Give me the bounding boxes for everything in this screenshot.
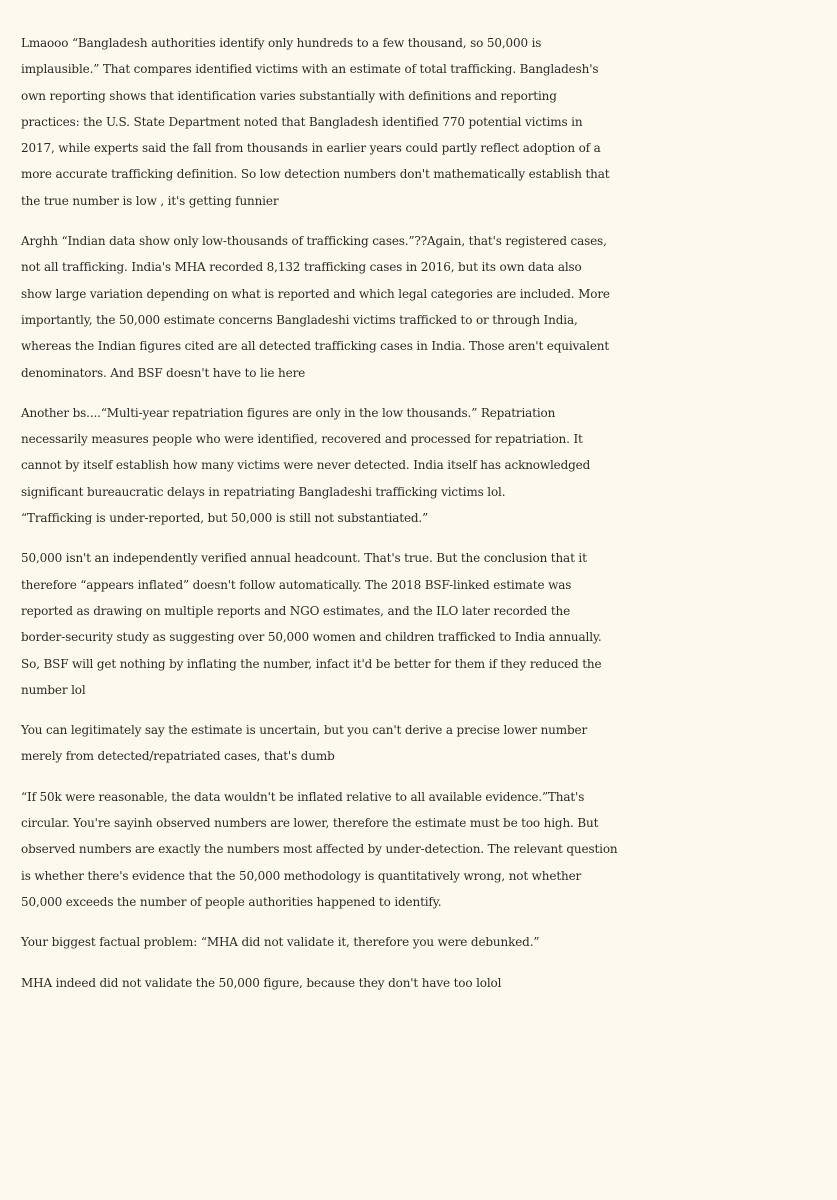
text-line: not all trafficking. India's MHA recorded 8,132 trafficking cases in 2016, but its own data also [21,260,582,275]
text-line: border-security study as suggesting over 50,000 women and children trafficked to India annually. [21,630,602,645]
paragraph-7 [21,929,837,955]
paragraph-4 [21,545,837,703]
text-line: own reporting shows that identification varies substantially with definitions and reporting [21,88,557,103]
paragraph-gap [21,703,837,717]
paragraph-gap [21,531,837,545]
text-line: implausible.” That compares identified victims with an estimate of total trafficking. Bangladesh's [21,62,599,77]
text-line: is whether there's evidence that the 50,000 methodology is quantitatively wrong, not whether [21,868,582,883]
text-line: So, BSF will get nothing by inflating the number, infact it'd be better for them if they reduced the [21,656,602,671]
text-line: reported as drawing on multiple reports and NGO estimates, and the ILO later recorded the [21,603,571,618]
paragraph-6 [21,784,837,915]
paragraph-1 [21,30,837,214]
text-line: “If 50k were reasonable, the data wouldn't be inflated relative to all available evidence.”That's [21,789,585,804]
text-line: Another bs....“Multi-year repatriation figures are only in the low thousands.” Repatriation [21,405,556,420]
text-line: whereas the Indian figures cited are all detected trafficking cases in India. Those aren't equivalent [21,339,610,354]
text-line: denominators. And BSF doesn't have to lie here [21,365,306,380]
text-line: 2017, while experts said the fall from thousands in earlier years could partly reflect adoption of a [21,141,601,156]
text-line: number lol [21,682,86,697]
text-line: circular. You're sayinh observed numbers are lower, therefore the estimate must be too high. But [21,816,599,831]
paragraph-8 [21,970,837,996]
text-line: merely from detected/repatriated cases, that's dumb [21,749,335,764]
text-line: Your biggest factual problem: “MHA did not validate it, therefore you were debunked.” [21,935,540,950]
text-line: You can legitimately say the estimate is uncertain, but you can't derive a precise lower number [21,723,588,738]
text-line: therefore “appears inflated” doesn't follow automatically. The 2018 BSF-linked estimate was [21,577,572,592]
text-line: necessarily measures people who were identified, recovered and processed for repatriation. It [21,432,583,447]
text-line: more accurate trafficking definition. So low detection numbers don't mathematically establish that [21,167,610,182]
text-line: 50,000 isn't an independently verified annual headcount. That's true. But the conclusion that it [21,551,587,566]
text-line: 50,000 exceeds the number of people authorities happened to identify. [21,894,442,909]
paragraph-gap [21,770,837,784]
paragraph-2 [21,228,837,386]
text-line: practices: the U.S. State Department noted that Bangladesh identified 770 potential victims in [21,114,583,129]
paragraph-5 [21,717,837,770]
text-line: “Trafficking is under-reported, but 50,000 is still not substantiated.” [21,511,429,526]
text-line: MHA indeed did not validate the 50,000 figure, because they don't have too lolol [21,975,502,990]
paragraph-gap [21,214,837,228]
text-line: the true number is low , it's getting funnier [21,193,279,208]
paragraph-gap [21,915,837,929]
paragraph-gap [21,956,837,970]
text-line: cannot by itself establish how many victims were never detected. India itself has acknowledged [21,458,591,473]
text-line: observed numbers are exactly the numbers most affected by under-detection. The relevant question [21,842,618,857]
paragraph-3 [21,400,837,531]
text-line: importantly, the 50,000 estimate concerns Bangladeshi victims trafficked to or through India, [21,312,578,327]
text-line: show large variation depending on what is reported and which legal categories are included. More [21,286,610,301]
text-line: Arghh “Indian data show only low-thousands of trafficking cases.”??Again, that's registered cases, [21,234,607,249]
text-line: Lmaooo “Bangladesh authorities identify only hundreds to a few thousand, so 50,000 is [21,36,542,50]
paragraph-gap [21,386,837,400]
text-line: significant bureaucratic delays in repatriating Bangladeshi trafficking victims lol. [21,484,506,499]
